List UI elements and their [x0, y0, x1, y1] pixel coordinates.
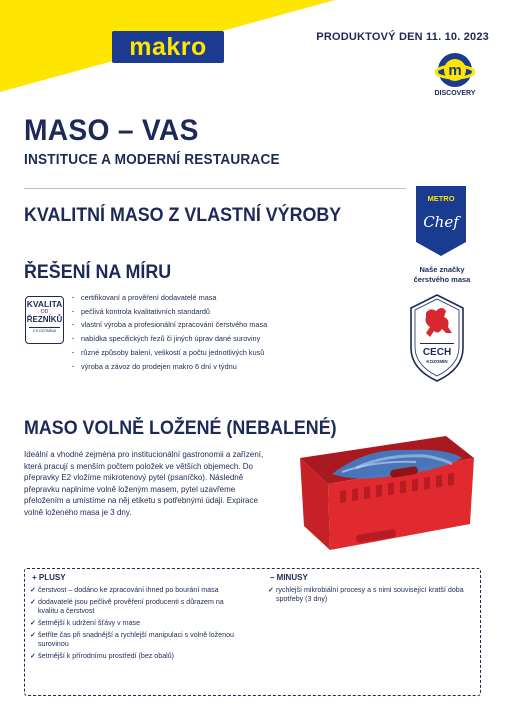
solution-heading: ŘEŠENÍ NA MÍRU — [24, 262, 172, 283]
metro-chef-top: METRO — [427, 194, 455, 203]
loose-meat-heading: MASO VOLNĚ LOŽENÉ (NEBALENÉ) — [24, 418, 337, 439]
discovery-badge-letter: m — [448, 62, 462, 79]
brand-caption-line2: čerstvého masa — [413, 275, 471, 284]
kvalita-line2: OD — [40, 309, 49, 315]
bullet-item: · výroba a závoz do prodejen makro 6 dní v týdnu — [72, 360, 267, 374]
discovery-label: DISCOVERY — [434, 90, 476, 97]
pros-list — [30, 586, 245, 664]
quality-heading: KVALITNÍ MASO Z VLASTNÍ VÝROBY — [24, 205, 342, 226]
product-day-date: PRODUKTOVÝ DEN 11. 10. 2023 — [316, 31, 489, 43]
pros-item: ✓ šetříte čas při snadnější a rychlejší manipulaci s volně loženou surovinou — [30, 631, 245, 650]
makro-logo: makro — [112, 31, 224, 63]
kvalita-line4: Z KOZOMÍNA — [29, 327, 60, 334]
brand-caption-line1: Naše značky — [419, 265, 465, 274]
cons-list — [268, 586, 473, 607]
pros-item: ✓ šetrnější k udržení šťávy v mase — [30, 619, 245, 628]
header-banner — [0, 0, 505, 100]
bullet-item: · nabídka specifických řezů či jiných úprav dané suroviny — [72, 332, 267, 346]
metro-chef-logo — [416, 186, 466, 256]
metro-chef-bottom: Chef — [423, 213, 459, 231]
pros-item: ✓ dodavatelé jsou pečlivě prověření producenti s důrazem na kvalitu a čerstvost — [30, 598, 245, 617]
kvalita-line1: KVALITA — [26, 299, 63, 309]
cech-kozomin-badge-icon — [408, 293, 466, 383]
bullet-item: · pečlivá kontrola kvalitativních standardů — [72, 305, 267, 319]
cons-item: ✓ rychlejší mikrobiální procesy a s nimi související kratší doba spotřeby (3 dny) — [268, 586, 473, 605]
kvalita-line3: ŘEZNÍKŮ — [26, 315, 63, 324]
pros-item: ✓ šetrnější k přírodnímu prostředí (bez obalů) — [30, 652, 245, 661]
cech-sub: KOZOMÍN — [426, 359, 448, 364]
solution-bullet-list — [72, 291, 267, 373]
bullet-item: · vlastní výroba a profesionální zpracování čerstvého masa — [72, 318, 267, 332]
pros-title: + PLUSY — [32, 573, 66, 582]
cons-title: – MINUSY — [270, 573, 308, 582]
pros-item: ✓ čerstvost – dodáno ke zpracování ihned po bourání masa — [30, 586, 245, 595]
loose-meat-description: Ideální a vhodné zejména pro institucionální gastronomii a zařízení, která pracují s menším počtem položek ve větších objemech. Do přepravky E2 vložíme mikrotenový pytel (psaníčko). Následně přepravku naplníme volně loženým masem, pytel uzavřeme přeložením a umístíme na něj etiketu s potřebnými údaji. Expirace volně loženého masa je 3 dny. — [24, 450, 264, 517]
page-title: MASO – VAS — [24, 114, 199, 147]
bullet-item: · různé způsoby balení, velikostí a počtu jednotlivých kusů — [72, 346, 267, 360]
brand-caption — [403, 265, 481, 285]
bullet-item: · certifikovaní a prověření dodavatelé masa — [72, 291, 267, 305]
page-subtitle: INSTITUCE A MODERNÍ RESTAURACE — [24, 152, 280, 168]
divider — [24, 188, 406, 189]
kvalita-od-reznika-badge — [25, 296, 64, 344]
red-crate-image — [296, 428, 476, 552]
cech-name: CECH — [422, 347, 452, 358]
discovery-badge-icon — [435, 50, 475, 90]
